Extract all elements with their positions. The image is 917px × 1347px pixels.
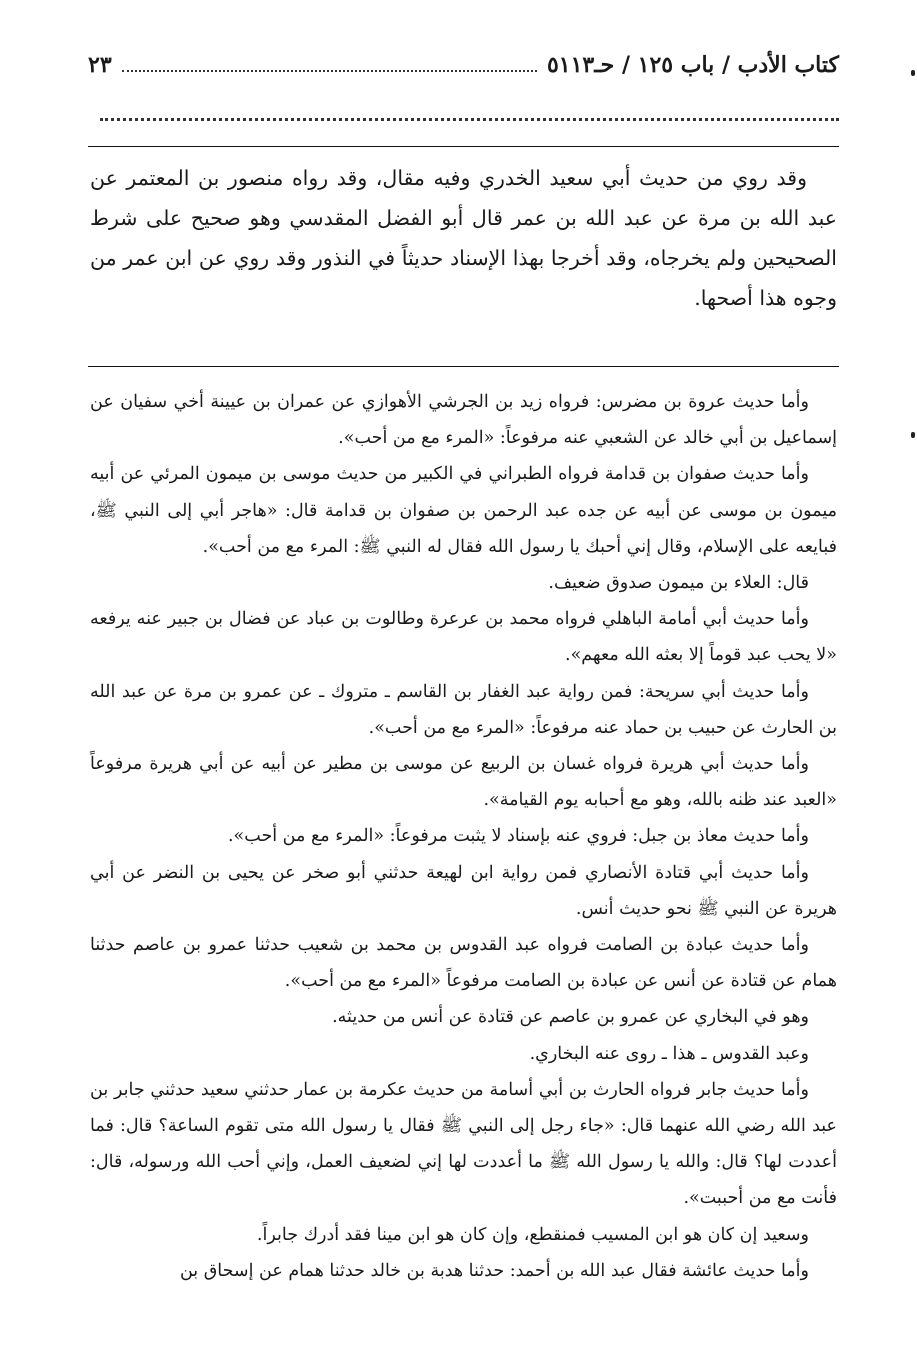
main-paragraph: وقد روي من حديث أبي سعيد الخدري وفيه مقال، وقد رواه منصور بن المعتمر عن عبد الله بن مرة عن عبد الله بن عمر قال أبو الفضل المقدسي وهو صحيح على شرط الصحيحين ولم يخرجاه، وقد أخرجا بهذا الإسناد حديثاً في النذور وقد روي عن ابن عمر من وجوه هذا أصحها.: [90, 166, 837, 310]
header-dot-leader: [122, 52, 537, 72]
commentary-paragraph: وأما حديث معاذ بن جبل: فروي عنه بإسناد لا يثبت مرفوعاً: «المرء مع من أحب».: [227, 826, 809, 847]
commentary-paragraph: وأما حديث عروة بن مضرس: فرواه زيد بن الجرشي الأهوازي عن عمران بن عيينة أخي سفيان عن إسماعيل بن أبي خالد عن الشعبي عنه مرفوعاً: «المرء مع من أحب».: [90, 392, 837, 449]
commentary-paragraph: وأما حديث أبي سريحة: فمن رواية عبد الغفار بن القاسم ـ متروك ـ عن عمرو بن مرة عن عبد الله بن الحارث عن حبيب بن حماد عنه مرفوعاً: «المرء مع من أحب».: [90, 681, 837, 738]
page-number: ٢٣: [88, 52, 112, 78]
commentary-paragraph: وأما حديث عبادة بن الصامت فرواه عبد القدوس بن محمد بن شعيب حدثنا عمرو بن عاصم حدثنا همام عن قتادة عن أنس عن عبادة بن الصامت مرفوعاً «المرء مع من أحب».: [90, 935, 837, 992]
commentary-paragraph: وأما حديث أبي قتادة الأنصاري فمن رواية ابن لهيعة حدثني أبو صخر عن يحيى بن النضر عن أبي هريرة عن النبي ﷺ نحو حديث أنس.: [90, 862, 837, 919]
commentary-paragraph: وعبد القدوس ـ هذا ـ روى عنه البخاري.: [529, 1043, 809, 1064]
main-text-block: [90, 158, 837, 318]
scan-edge-mark: [911, 432, 915, 438]
commentary-paragraph: وأما حديث جابر فرواه الحارث بن أبي أسامة من حديث عكرمة بن عمار حدثني سعيد حدثني جابر بن عبد الله رضي الله عنهما قال: «جاء رجل إلى النبي ﷺ فقال يا رسول الله متى تقوم الساعة؟ قال: فما أعددت لها؟ قال: والله يا رسول الله ﷺ ما أعددت لها إني لضعيف العمل، وإني أحب الله ورسوله، قال: فأنت مع من أحببت».: [90, 1079, 837, 1209]
scan-edge-mark: [911, 70, 915, 76]
top-divider: [88, 146, 839, 147]
commentary-divider: [88, 366, 839, 367]
commentary-paragraph: وسعيد إن كان هو ابن المسيب فمنقطع، وإن كان هو ابن مينا فقد أدرك جابراً.: [256, 1224, 809, 1245]
commentary-paragraph: وأما حديث أبي هريرة فرواه غسان بن الربيع عن موسى بن مطير عن أبيه عن أبي هريرة مرفوعاً «العبد عند ظنه بالله، وهو مع أحبابه يوم القيامة».: [90, 754, 837, 811]
commentary-paragraph: وهو في البخاري عن عمرو بن عاصم عن قتادة عن أنس من حديثه.: [332, 1007, 809, 1028]
commentary-paragraph: وأما حديث صفوان بن قدامة فرواه الطبراني في الكبير من حديث موسى بن ميمون المرئي عن أبيه ميمون بن موسى عن أبيه عن جده عبد الرحمن بن صفوان بن قدامة قال: «هاجر أبي إلى النبي ﷺ، فبايعه على الإسلام، وقال إني أحبك يا رسول الله فقال له النبي ﷺ: المرء مع من أحب».: [90, 464, 837, 557]
running-header: [88, 52, 839, 88]
commentary-paragraph: وأما حديث عائشة فقال عبد الله بن أحمد: حدثنا هدبة بن خالد حدثنا همام عن إسحاق بن: [179, 1260, 809, 1281]
dotted-divider: [100, 118, 839, 121]
header-title: كتاب الأدب / باب ١٢٥ / حـ٥١١٣: [546, 52, 839, 78]
commentary-block: [90, 384, 837, 1289]
commentary-paragraph: وأما حديث أبي أمامة الباهلي فرواه محمد بن عرعرة وطالوت بن عباد عن فضال بن جبير عنه يرفعه «لا يحب عبد قوماً إلا بعثه الله معهم».: [90, 609, 837, 666]
commentary-paragraph: قال: العلاء بن ميمون صدوق ضعيف.: [548, 573, 809, 594]
